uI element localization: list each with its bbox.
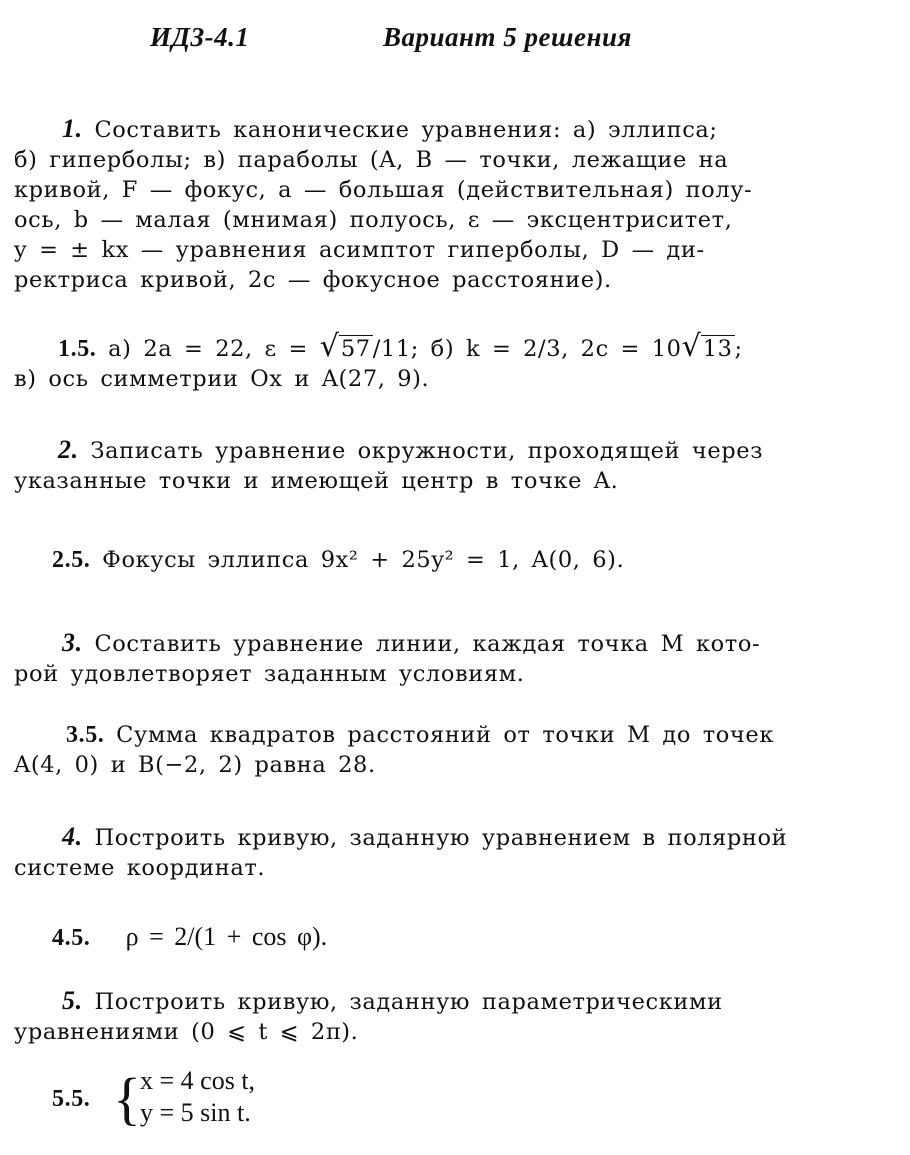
task-4 bbox=[14, 822, 894, 883]
task-1-line-1: Составить канонические уравнения: а) эллипса; bbox=[94, 117, 718, 143]
variant-1-5-part-b: /11; б) k = 2/3, 2c = 10 bbox=[372, 336, 682, 362]
task-1-line-3: кривой, F — фокус, a — большая (действительная) полу- bbox=[14, 177, 753, 203]
variant-4-5-number: 4.5. bbox=[52, 925, 91, 951]
task-4-number: 4. bbox=[62, 822, 83, 851]
task-3-line-1: Составить уравнение линии, каждая точка M кото- bbox=[94, 631, 761, 657]
variant-5-5-number: 5.5. bbox=[52, 1086, 91, 1112]
variant-1-5-part-c: ; bbox=[734, 336, 743, 362]
variant-1-5 bbox=[14, 329, 894, 394]
task-3 bbox=[14, 628, 894, 689]
task-1-line-6: ректриса кривой, 2c — фокусное расстояние). bbox=[14, 267, 612, 293]
task-1-line-5: y = ± kx — уравнения асимптот гиперболы, D — ди- bbox=[14, 237, 705, 263]
task-3-line-2: рой удовлетворяет заданным условиям. bbox=[14, 661, 525, 687]
task-5-line-1: Построить кривую, заданную параметрическими bbox=[94, 989, 723, 1015]
task-5-line-2: уравнениями (0 ⩽ t ⩽ 2π). bbox=[14, 1019, 359, 1045]
variant-2-5 bbox=[52, 545, 892, 575]
task-4-line-1: Построить кривую, заданную уравнением в полярной bbox=[94, 825, 788, 851]
variant-5-5-label bbox=[52, 1084, 90, 1114]
task-1-line-2: б) гиперболы; в) параболы (A, B — точки, лежащие на bbox=[14, 147, 729, 173]
task-5 bbox=[14, 986, 894, 1047]
variant-4-5 bbox=[52, 922, 892, 953]
variant-2-5-text: Фокусы эллипса 9x² + 25y² = 1, A(0, 6). bbox=[102, 547, 625, 573]
task-2-number: 2. bbox=[58, 435, 79, 464]
header-title: ИДЗ-4.1 bbox=[150, 22, 250, 52]
sqrt-sign-icon: √ bbox=[681, 329, 701, 364]
variant-1-5-sqrt-13: 13 bbox=[702, 336, 733, 362]
variant-1-5-part-a: а) 2a = 22, ε = bbox=[108, 336, 320, 362]
variant-1-5-sqrt-57: 57 bbox=[340, 336, 371, 362]
variant-2-5-number: 2.5. bbox=[52, 547, 91, 573]
task-1 bbox=[14, 114, 894, 295]
task-5-number: 5. bbox=[62, 986, 83, 1015]
variant-1-5-number: 1.5. bbox=[58, 336, 97, 362]
task-2 bbox=[14, 435, 894, 496]
variant-3-5 bbox=[14, 720, 894, 780]
variant-5-5-eq-y: y = 5 sin t. bbox=[140, 1098, 251, 1127]
curly-brace-icon: { bbox=[113, 1066, 141, 1131]
task-4-line-2: системе координат. bbox=[14, 855, 266, 881]
variant-3-5-line-1: Сумма квадратов расстояний от точки M до точек bbox=[116, 722, 774, 748]
task-2-line-1: Записать уравнение окружности, проходящей через bbox=[90, 438, 764, 464]
task-3-number: 3. bbox=[62, 628, 83, 657]
header-variant: Вариант 5 решения bbox=[383, 22, 632, 52]
variant-4-5-formula: ρ = 2/(1 + cos φ). bbox=[125, 922, 328, 951]
variant-5-5-eq-x: x = 4 cos t, bbox=[140, 1066, 256, 1095]
variant-3-5-line-2: A(4, 0) и B(−2, 2) равна 28. bbox=[14, 752, 376, 778]
task-2-line-2: указанные точки и имеющей центр в точке A. bbox=[14, 468, 619, 494]
task-1-number: 1. bbox=[62, 114, 83, 143]
variant-1-5-line-2: в) ось симметрии Ox и A(27, 9). bbox=[14, 366, 430, 392]
task-1-line-4: ось, b — малая (мнимая) полуось, ε — эксцентриситет, bbox=[14, 207, 733, 233]
sqrt-sign-icon: √ bbox=[319, 329, 339, 364]
variant-3-5-number: 3.5. bbox=[66, 722, 105, 748]
